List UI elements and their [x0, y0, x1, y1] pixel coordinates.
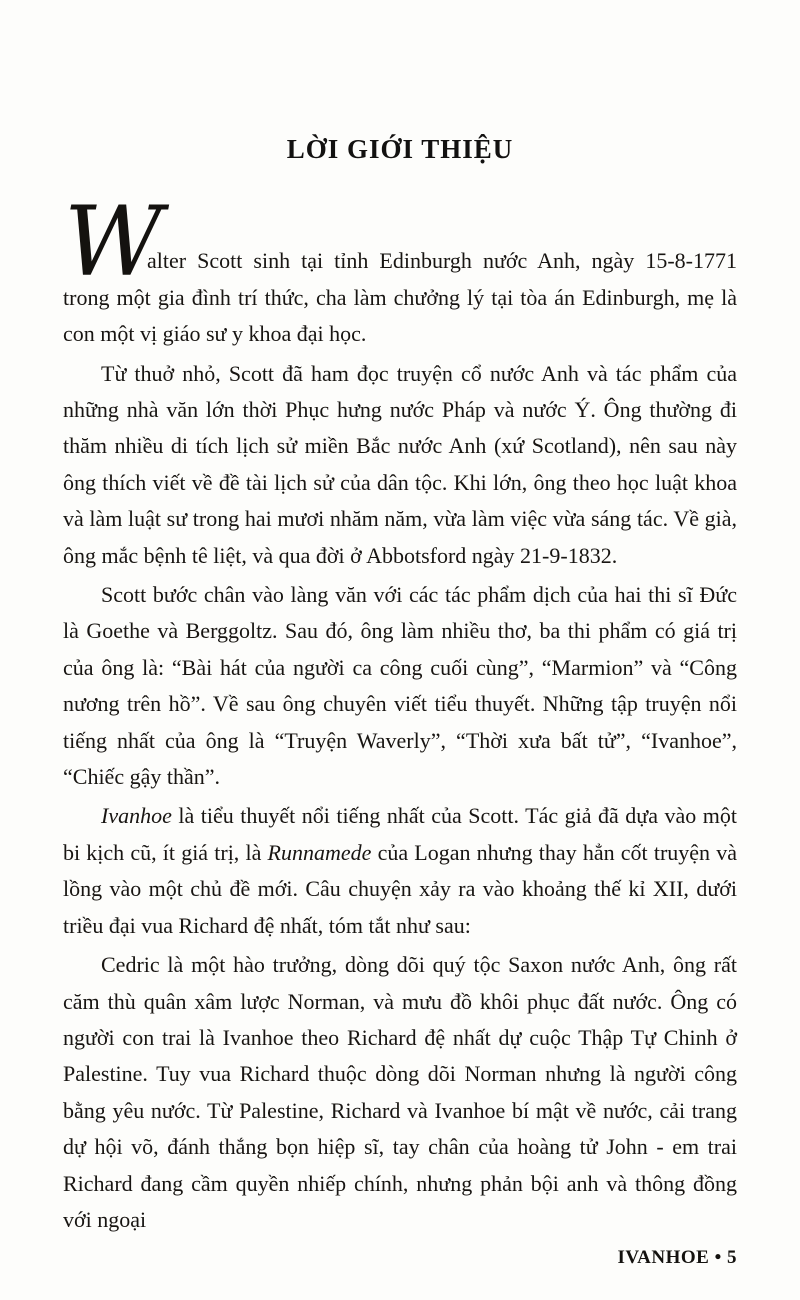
paragraph-text: của Logan nhưng thay hẳn cốt truyện và lồng vào một chủ đề mới. Câu chuyện xảy ra vào khoảng thế kỉ XII, dưới triều đại vua Richard đệ nhất, tóm tắt như sau:	[63, 839, 737, 938]
introduction-text	[63, 243, 737, 1238]
paragraph-childhood-career: Từ thuở nhỏ, Scott đã ham đọc truyện cổ nước Anh và tác phẩm của những nhà văn lớn thời Phục hưng nước Pháp và nước Ý. Ông thường đi thăm nhiều di tích lịch sử miền Bắc nước Anh (xứ Scotland), nên sau này ông thích viết về đề tài lịch sử của dân tộc. Khi lớn, ông theo học luật khoa và làm luật sư trong hai mươi nhăm năm, vừa làm việc vừa sáng tác. Về già, ông mắc bệnh tê liệt, và qua đời ở Abbotsford ngày 21-9-1832.	[63, 360, 737, 568]
paragraph-ivanhoe-novel	[63, 798, 737, 944]
paragraph-literary-works: Scott bước chân vào làng văn với các tác phẩm dịch của hai thi sĩ Đức là Goethe và Berggoltz. Sau đó, ông làm nhiều thơ, ba thi phẩm có giá trị của ông là: “Bài hát của người ca công cuối cùng”, “Marmion” và “Công nương trên hồ”. Về sau ông chuyên viết tiểu thuyết. Những tập truyện nổi tiếng nhất của ông là “Truyện Waverly”, “Thời xưa bất tử”, “Ivanhoe”, “Chiếc gậy thần”.	[63, 582, 737, 790]
paragraph-cedric-plot-summary: Cedric là một hào trưởng, dòng dõi quý tộc Saxon nước Anh, ông rất căm thù quân xâm lược Norman, và mưu đồ khôi phục đất nước. Ông có người con trai là Ivanhoe theo Richard đệ nhất dự cuộc Thập Tự Chinh ở Palestine. Tuy vua Richard thuộc dòng dõi Norman nhưng là người công bằng yêu nước. Từ Palestine, Richard và Ivanhoe bí mật về nước, cải trang dự hội võ, đánh thắng bọn hiệp sĩ, tay chân của hoàng tử John - em trai Richard đang cầm quyền nhiếp chính, nhưng phản bội anh và thông đồng với ngoại	[63, 952, 737, 1232]
page-title: LỜI GIỚI THIỆU	[286, 134, 514, 164]
paragraph-walter-scott-birth	[63, 243, 737, 352]
dropcap-initial-w: W	[64, 186, 163, 298]
page-footer	[618, 1247, 738, 1269]
italic-runnamede-title: Runnamede	[267, 839, 372, 865]
paragraph-text: là tiểu thuyết nổi tiếng nhất của Scott. Tác giả đã dựa vào một bi kịch cũ, ít giá trị, là	[63, 803, 737, 865]
italic-ivanhoe-title: Ivanhoe	[101, 803, 172, 829]
running-title-page-number: IVANHOE • 5	[617, 1247, 737, 1268]
paragraph-text: alter Scott sinh tại tỉnh Edinburgh nước Anh, ngày 15-8-1771 trong một gia đình trí thức, cha làm chưởng lý tại tòa án Edinburgh, mẹ là con một vị giáo sư y khoa đại học.	[63, 248, 737, 347]
